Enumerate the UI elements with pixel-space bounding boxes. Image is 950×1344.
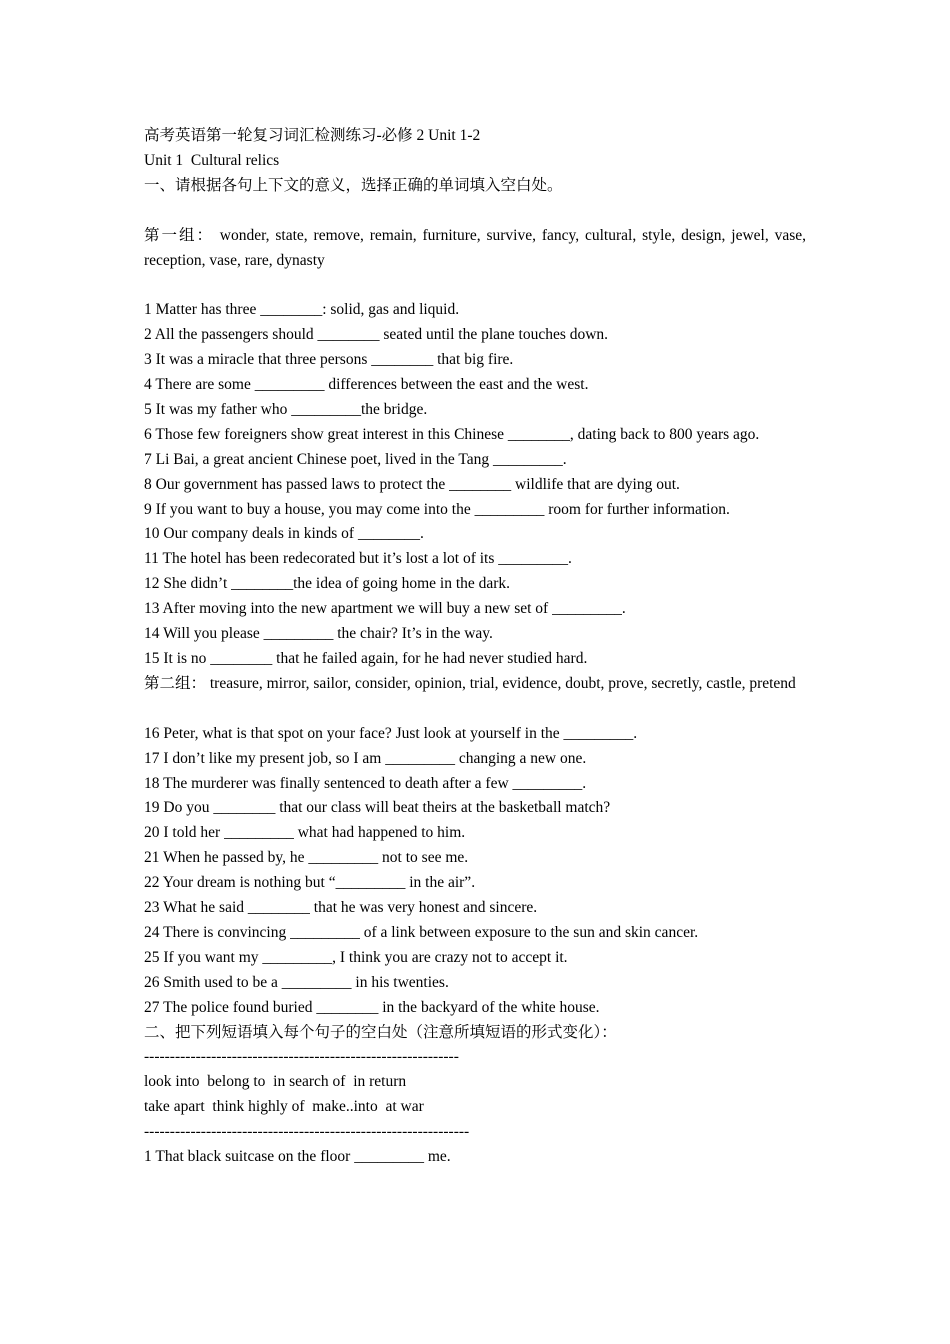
question-21: 21 When he passed by, he _________ not to see me.: [144, 849, 469, 867]
question-2: 2 All the passengers should ________ seated until the plane touches down.: [144, 326, 609, 344]
question-16: 16 Peter, what is that spot on your face? Just look at yourself in the _________.: [144, 724, 638, 742]
question-9: 9 If you want to buy a house, you may come into the _________ room for further information.: [144, 500, 730, 518]
question-17: 17 I don’t like my present job, so I am _________ changing a new one.: [144, 749, 587, 767]
phrase-question-1: 1 That black suitcase on the floor _________ me.: [144, 1148, 451, 1166]
unit-heading: Unit 1 Cultural relics: [144, 151, 280, 169]
question-4: 4 There are some _________ differences between the east and the west.: [144, 376, 589, 394]
question-12: 12 She didn’t ________the idea of going home in the dark.: [144, 575, 511, 593]
divider-top: -------------------------------------------------------------: [144, 1048, 459, 1066]
question-22: 22 Your dream is nothing but “_________ in the air”.: [144, 874, 476, 892]
group2-wordlist: 第二组： treasure, mirror, sailor, consider, opinion, trial, evidence, doubt, prove, secretly, castle, pretend: [144, 674, 796, 692]
question-18: 18 The murderer was finally sentenced to death after a few _________.: [144, 774, 587, 792]
document-page: [144, 124, 806, 1170]
spacer: [144, 697, 806, 722]
section1-instruction: 一、请根据各句上下文的意义，选择正确的单词填入空白处。: [144, 176, 563, 194]
question-19: 19 Do you ________ that our class will beat theirs at the basketball match?: [144, 799, 611, 817]
phrase-list-row-2: take apart think highly of make..into at war: [144, 1098, 424, 1116]
question-11: 11 The hotel has been redecorated but it’s lost a lot of its _________.: [144, 550, 572, 568]
section2-instruction: 二、把下列短语填入每个句子的空白处（注意所填短语的形式变化）：: [144, 1023, 617, 1041]
question-5: 5 It was my father who _________the bridge.: [144, 400, 428, 418]
spacer: [144, 273, 806, 298]
question-7: 7 Li Bai, a great ancient Chinese poet, lived in the Tang _________.: [144, 450, 567, 468]
question-10: 10 Our company deals in kinds of ________.: [144, 525, 424, 543]
spacer: [144, 199, 806, 224]
question-8: 8 Our government has passed laws to protect the ________ wildlife that are dying out.: [144, 475, 680, 493]
question-13: 13 After moving into the new apartment we will buy a new set of _________.: [144, 600, 626, 618]
question-23: 23 What he said ________ that he was very honest and sincere.: [144, 899, 538, 917]
question-24: 24 There is convincing _________ of a link between exposure to the sun and skin cancer.: [144, 923, 699, 941]
group1-wordlist: 第一组： wonder, state, remove, remain, furniture, survive, fancy, cultural, style, design, jewel, vase, reception, vase, rare, dynasty: [144, 226, 806, 269]
question-26: 26 Smith used to be a _________ in his twenties.: [144, 973, 449, 991]
question-1: 1 Matter has three ________: solid, gas and liquid.: [144, 301, 460, 319]
doc-title: 高考英语第一轮复习词汇检测练习-必修 2 Unit 1-2: [144, 127, 481, 144]
divider-bottom: ---------------------------------------------------------------: [144, 1123, 470, 1141]
question-15: 15 It is no ________ that he failed again, for he had never studied hard.: [144, 650, 588, 667]
question-3: 3 It was a miracle that three persons ________ that big fire.: [144, 351, 514, 369]
question-14: 14 Will you please _________ the chair? It’s in the way.: [144, 625, 493, 643]
question-6: 6 Those few foreigners show great interest in this Chinese ________, dating back to 800 years ago.: [144, 425, 760, 443]
phrase-list-row-1: look into belong to in search of in return: [144, 1073, 407, 1091]
question-27: 27 The police found buried ________ in the backyard of the white house.: [144, 998, 600, 1016]
question-25: 25 If you want my _________, I think you are crazy not to accept it.: [144, 948, 568, 966]
question-20: 20 I told her _________ what had happened to him.: [144, 824, 466, 842]
